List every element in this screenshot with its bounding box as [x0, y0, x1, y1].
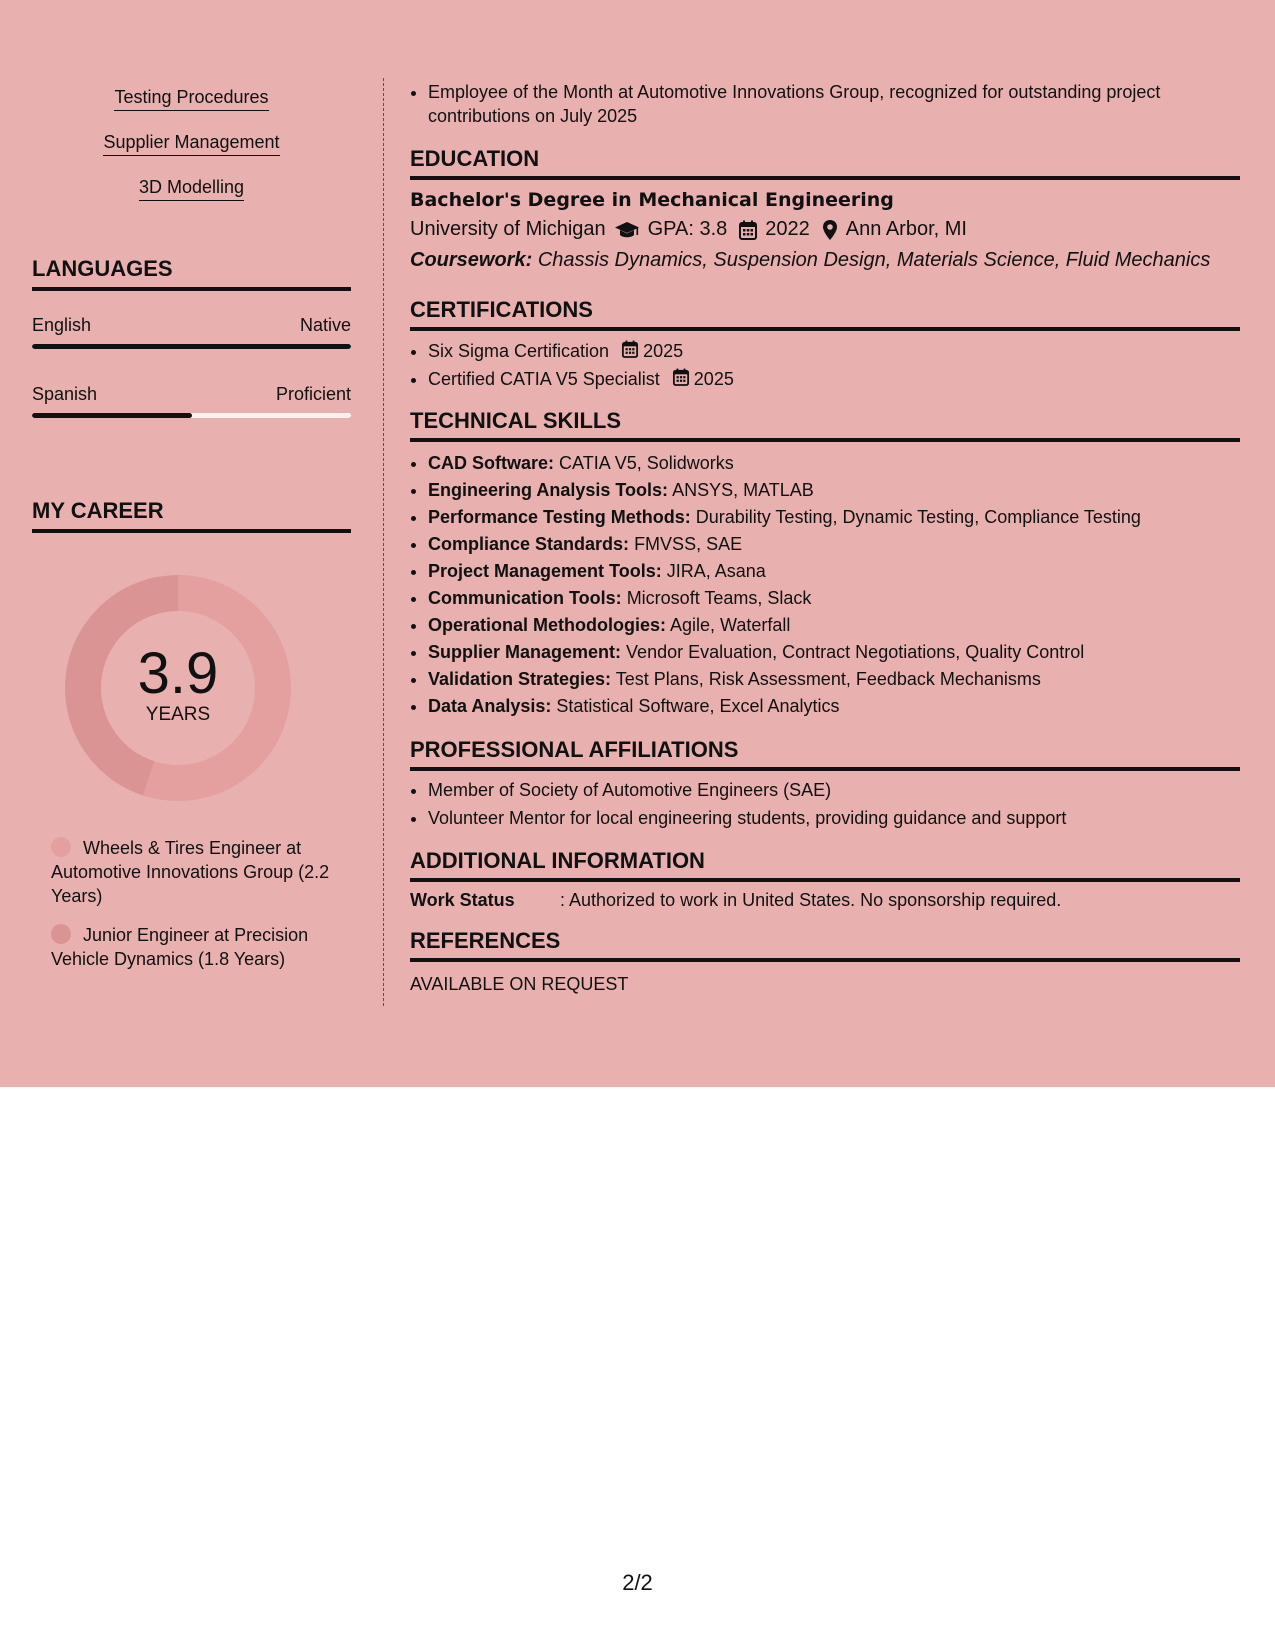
language-bar-spanish	[32, 413, 351, 418]
language-bar-fill	[32, 344, 351, 349]
coursework-label: Coursework:	[410, 249, 533, 271]
skill-label: Project Management Tools:	[428, 561, 662, 581]
skill-value: Microsoft Teams, Slack	[626, 588, 812, 608]
degree-title: Bachelor's Degree in Mechanical Engineering	[410, 189, 894, 211]
graduation-cap-icon	[614, 215, 640, 243]
technical-skills-heading: TECHNICAL SKILLS	[410, 408, 1240, 442]
skill-label: Compliance Standards:	[428, 534, 630, 554]
skill-item	[428, 450, 1240, 477]
language-name: Spanish	[32, 384, 98, 404]
education-block	[410, 188, 1240, 274]
legend-dot-icon	[51, 924, 71, 944]
coursework-line	[410, 246, 1240, 274]
skill-value: JIRA, Asana	[666, 561, 766, 581]
affiliation-item: • Member of Society of Automotive Engineers (SAE)	[428, 776, 1240, 804]
page-number: 2/2	[622, 1570, 653, 1595]
affiliations-heading: PROFESSIONAL AFFILIATIONS	[410, 737, 1240, 771]
skill-item	[428, 504, 1240, 531]
skill-label: Operational Methodologies:	[428, 615, 667, 635]
affiliation-item: • Volunteer Mentor for local engineering students, providing guidance and support	[428, 804, 1240, 832]
language-row-spanish	[32, 383, 351, 405]
skill-item	[428, 477, 1240, 504]
career-donut-chart	[65, 575, 291, 801]
calendar-icon	[673, 367, 689, 394]
language-level: Proficient	[275, 384, 351, 404]
skill-value: ANSYS, MATLAB	[672, 480, 814, 500]
language-bar-english	[32, 344, 351, 349]
certification-item	[428, 366, 1240, 394]
skill-link-testing[interactable]: Testing Procedures	[114, 86, 268, 111]
skill-label: Communication Tools:	[428, 588, 622, 608]
skill-item	[428, 666, 1240, 693]
languages-heading: LANGUAGES	[32, 256, 351, 291]
skill-item	[428, 612, 1240, 639]
affiliations-block	[410, 776, 1240, 832]
skill-value: Test Plans, Risk Assessment, Feedback Mechanisms	[615, 669, 1041, 689]
certification-name: Certified CATIA V5 Specialist	[428, 368, 660, 389]
certification-year: 2025	[643, 341, 684, 361]
column-divider	[383, 78, 384, 1006]
skill-label: Engineering Analysis Tools:	[428, 480, 669, 500]
skill-item	[428, 531, 1240, 558]
legend-dot-icon	[51, 837, 71, 857]
skill-links	[32, 86, 351, 221]
skill-item	[428, 558, 1240, 585]
graduation-year: 2022	[765, 218, 810, 240]
skill-value: Durability Testing, Dynamic Testing, Compliance Testing	[695, 507, 1141, 527]
skill-label: Data Analysis:	[428, 696, 552, 716]
certification-year: 2025	[693, 368, 734, 389]
skill-item	[428, 639, 1240, 666]
certification-name: Six Sigma Certification	[428, 341, 610, 361]
language-level: Native	[299, 315, 351, 335]
career-legend-item	[51, 836, 341, 908]
skill-value: Agile, Waterfall	[670, 615, 791, 635]
skill-link-3d[interactable]: 3D Modelling	[139, 176, 244, 201]
certifications-block	[410, 338, 1240, 394]
language-bar-fill	[32, 413, 192, 418]
certifications-heading: CERTIFICATIONS	[410, 297, 1240, 331]
career-total-unit: YEARS	[145, 704, 211, 725]
gpa-value: GPA: 3.8	[647, 218, 728, 240]
references-heading: REFERENCES	[410, 928, 1240, 962]
calendar-icon	[622, 339, 638, 366]
award-block	[410, 80, 1240, 128]
skill-value: Statistical Software, Excel Analytics	[556, 696, 840, 716]
education-location: Ann Arbor, MI	[845, 218, 967, 240]
skill-label: Supplier Management:	[428, 642, 622, 662]
skill-link-supplier[interactable]: Supplier Management	[103, 131, 279, 156]
language-name: English	[32, 315, 92, 335]
skill-item	[428, 585, 1240, 612]
work-status-label: Work Status	[410, 890, 515, 910]
skill-item	[428, 693, 1240, 720]
career-legend-label: Wheels & Tires Engineer at Automotive Innovations Group (2.2 Years)	[51, 838, 330, 906]
work-status-value: : Authorized to work in United States. No sponsorship required.	[560, 890, 1062, 910]
technical-skills-block	[410, 450, 1240, 720]
career-heading: MY CAREER	[32, 498, 351, 533]
career-legend-item	[51, 923, 341, 971]
skill-value: CATIA V5, Solidworks	[559, 453, 734, 473]
certification-item	[428, 338, 1240, 366]
donut-center	[65, 575, 291, 801]
calendar-icon	[739, 215, 757, 243]
career-legend-label: Junior Engineer at Precision Vehicle Dynamics (1.8 Years)	[51, 925, 309, 969]
additional-info-heading: ADDITIONAL INFORMATION	[410, 848, 1240, 882]
career-total-value: 3.9	[137, 641, 219, 706]
skill-label: CAD Software:	[428, 453, 555, 473]
location-pin-icon	[822, 215, 838, 243]
coursework-list: Chassis Dynamics, Suspension Design, Materials Science, Fluid Mechanics	[537, 249, 1211, 271]
education-heading: EDUCATION	[410, 146, 1240, 180]
award-item: • Employee of the Month at Automotive Innovations Group, recognized for outstanding project contributions on July 2025	[428, 80, 1240, 128]
skill-label: Validation Strategies:	[428, 669, 612, 689]
skill-value: FMVSS, SAE	[634, 534, 743, 554]
language-row-english	[32, 314, 351, 336]
references-text: AVAILABLE ON REQUEST	[410, 974, 629, 994]
work-status-row	[410, 888, 1240, 912]
school-name: University of Michigan	[410, 218, 606, 240]
skill-label: Performance Testing Methods:	[428, 507, 691, 527]
skill-value: Vendor Evaluation, Contract Negotiations, Quality Control	[626, 642, 1085, 662]
education-meta	[410, 215, 1240, 243]
